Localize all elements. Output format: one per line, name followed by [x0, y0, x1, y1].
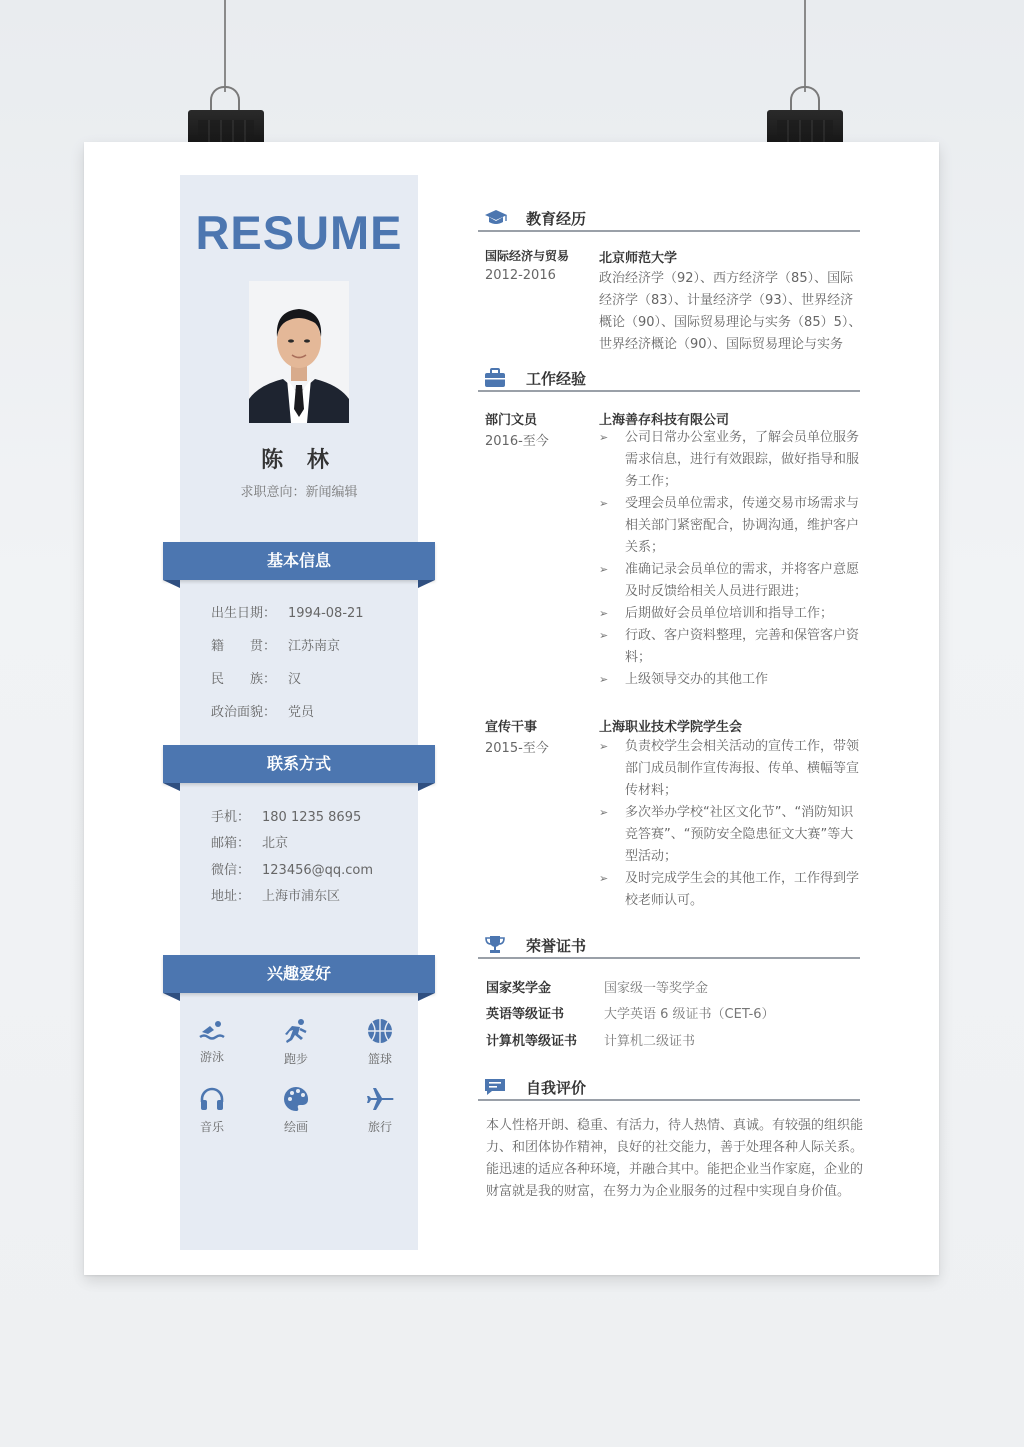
duty-line: 相关部门紧密配合，协调沟通，维护客户 — [625, 518, 860, 533]
duty-line: ➢ 多次举办学校“社区文化节”、“消防知识 — [625, 805, 854, 820]
duty-line: 务工作； — [625, 474, 678, 489]
duty-line: 传材料； — [625, 783, 678, 798]
duty-line: ➢ 负责校学生会相关活动的宣传工作，带领 — [625, 739, 860, 754]
resume-paper — [84, 142, 939, 1275]
basic-info-value: 汉 — [288, 672, 302, 687]
contact-row — [211, 859, 373, 878]
contact-row — [211, 885, 340, 904]
course-line: 世界经济概论（90）、国际贸易理论与实务 — [599, 337, 844, 352]
basketball-icon — [367, 1018, 393, 1044]
hobby-label: 篮球 — [367, 1052, 392, 1066]
duty-line: 型活动； — [625, 849, 678, 864]
basic-info-key: 出生日期： — [211, 606, 277, 621]
education-courses — [599, 268, 861, 356]
job-period: 2016-至今 — [485, 434, 549, 449]
contact-value: 上海市浦东区 — [262, 889, 341, 904]
duty-line: ➢ 上级领导交办的其他工作 — [625, 672, 769, 687]
section-honors — [478, 933, 860, 959]
hanging-wire-left — [224, 0, 226, 92]
profile-photo — [249, 281, 349, 423]
graduation-cap-icon — [484, 208, 508, 228]
resume-title: RESUME — [195, 206, 403, 259]
hobby-travel — [350, 1086, 410, 1135]
contact-key: 微信： — [211, 863, 251, 878]
headphones-icon — [199, 1086, 225, 1112]
self-evaluation-text — [486, 1115, 863, 1203]
honor-detail: 计算机二级证书 — [604, 1034, 696, 1049]
candidate-name: 陈 林 — [261, 448, 337, 473]
duty-line: 校老师认可。 — [625, 893, 704, 908]
duty-item — [599, 868, 859, 912]
hobby-running — [266, 1018, 326, 1067]
contact-value: 180 1235 8695 — [262, 810, 362, 825]
basic-info-key: 民 族： — [211, 672, 277, 687]
duty-item — [599, 669, 859, 691]
duty-line: ➢ 及时完成学生会的其他工作，工作得到学 — [625, 871, 860, 886]
hobby-swimming — [182, 1018, 242, 1065]
course-line: 经济学（83）、计量经济学（93）、世界经济 — [599, 293, 854, 308]
duty-item — [599, 625, 859, 669]
ribbon-basic-info — [163, 542, 435, 580]
hobby-basketball — [350, 1018, 410, 1067]
trophy-icon — [484, 935, 506, 955]
contact-key: 手机： — [211, 810, 251, 825]
section-title: 自我评价 — [526, 1079, 587, 1097]
duty-line: ➢ 后期做好会员单位培训和指导工作； — [625, 606, 834, 621]
self-line: 力、和团体协作精神，良好的社交能力，善于处理各种人际关系。 — [486, 1140, 864, 1155]
duty-item — [599, 427, 859, 493]
contact-value: 北京 — [262, 836, 289, 851]
duty-item — [599, 493, 859, 559]
hobby-label: 旅行 — [367, 1120, 392, 1134]
ribbon-contact — [163, 745, 435, 783]
contact-key: 地址： — [211, 889, 251, 904]
duty-line: ➢ 受理会员单位需求，传递交易市场需求与 — [625, 496, 860, 511]
left-panel — [180, 175, 418, 1250]
job-period: 2015-至今 — [485, 741, 549, 756]
duty-line: ➢ 行政、客户资料整理，完善和保管客户资 — [625, 628, 860, 643]
contact-key: 邮箱： — [211, 836, 251, 851]
airplane-icon — [366, 1086, 394, 1112]
duty-line: ➢ 准确记录会员单位的需求，并将客户意愿 — [625, 562, 860, 577]
comment-icon — [484, 1077, 506, 1097]
basic-info-key: 籍 贯： — [211, 639, 277, 654]
education-period: 2012-2016 — [485, 268, 556, 283]
hobby-painting — [266, 1086, 326, 1135]
clip-ring-right — [790, 86, 820, 112]
basic-info-value: 江苏南京 — [288, 639, 341, 654]
honor-name: 计算机等级证书 — [486, 1034, 578, 1049]
contact-row — [211, 832, 288, 851]
basic-info-row — [211, 701, 314, 720]
job-company: 上海职业技术学院学生会 — [599, 720, 743, 735]
hobby-label: 音乐 — [199, 1120, 224, 1134]
section-work — [478, 366, 860, 392]
hanging-wire-right — [804, 0, 806, 92]
hobby-label: 绘画 — [283, 1120, 308, 1134]
duty-line: 关系； — [625, 540, 665, 555]
duty-line: 料； — [625, 650, 652, 665]
hobby-music — [182, 1086, 242, 1135]
duty-item — [599, 736, 859, 802]
job-duties — [599, 427, 859, 691]
basic-info-row — [211, 668, 301, 687]
palette-icon — [283, 1086, 309, 1112]
section-education — [478, 206, 860, 232]
ribbon-basic-info-label: 基本信息 — [266, 551, 331, 570]
clip-ring-left — [210, 86, 240, 112]
hobby-label: 跑步 — [283, 1052, 308, 1066]
section-title: 荣誉证书 — [526, 937, 587, 955]
course-line: 政治经济学（92）、西方经济学（85）、国际 — [599, 271, 854, 286]
section-self-evaluation — [478, 1075, 860, 1101]
section-title: 教育经历 — [526, 210, 587, 228]
self-line: 本人性格开朗、稳重、有活力，待人热情、真诚。有较强的组织能 — [486, 1118, 864, 1133]
swimming-icon — [198, 1018, 226, 1042]
ribbon-hobbies-label: 兴趣爱好 — [266, 964, 331, 983]
section-title: 工作经验 — [526, 370, 587, 388]
job-role: 部门文员 — [485, 413, 538, 428]
honor-detail: 大学英语 6 级证书（CET-6） — [604, 1007, 775, 1022]
job-role: 宣传干事 — [485, 720, 538, 735]
ribbon-hobbies — [163, 955, 435, 993]
job-company: 上海善存科技有限公司 — [599, 413, 730, 428]
contact-value: 123456@qq.com — [262, 863, 374, 878]
job-intent: 求职意向：新闻编辑 — [240, 485, 358, 500]
basic-info-row — [211, 635, 340, 654]
honor-name: 国家奖学金 — [486, 981, 552, 996]
honor-name: 英语等级证书 — [486, 1007, 565, 1022]
duty-line: 竞答赛”、“预防安全隐患征文大赛”等大 — [625, 827, 854, 842]
self-line: 财富就是我的财富，在努力为企业服务的过程中实现自身价值。 — [486, 1184, 851, 1199]
basic-info-value: 党员 — [288, 705, 315, 720]
duty-item — [599, 802, 859, 868]
duty-line: 及时反馈给相关人员进行跟进； — [625, 584, 808, 599]
duty-item — [599, 559, 859, 603]
briefcase-icon — [484, 368, 506, 388]
basic-info-row — [211, 602, 364, 621]
running-icon — [282, 1018, 310, 1044]
job-duties — [599, 736, 859, 912]
duty-line: 部门成员制作宣传海报、传单、横幅等宣 — [625, 761, 860, 776]
contact-row — [211, 806, 361, 825]
duty-item — [599, 603, 859, 625]
course-line: 概论（90）、国际贸易理论与实务（85）5）、 — [599, 315, 862, 330]
basic-info-key: 政治面貌： — [211, 705, 277, 720]
honor-detail: 国家级一等奖学金 — [604, 981, 709, 996]
duty-line: ➢ 公司日常办公室业务，了解会员单位服务 — [625, 430, 860, 445]
ribbon-contact-label: 联系方式 — [266, 754, 331, 773]
education-major: 国际经济与贸易 — [485, 249, 570, 263]
education-school: 北京师范大学 — [599, 251, 678, 266]
basic-info-value: 1994-08-21 — [288, 606, 364, 621]
self-line: 能迅速的适应各种环境，并融合其中。能把企业当作家庭，企业的 — [486, 1162, 864, 1177]
duty-line: 需求信息，进行有效跟踪，做好指导和服 — [625, 452, 860, 467]
hobby-label: 游泳 — [199, 1050, 224, 1064]
